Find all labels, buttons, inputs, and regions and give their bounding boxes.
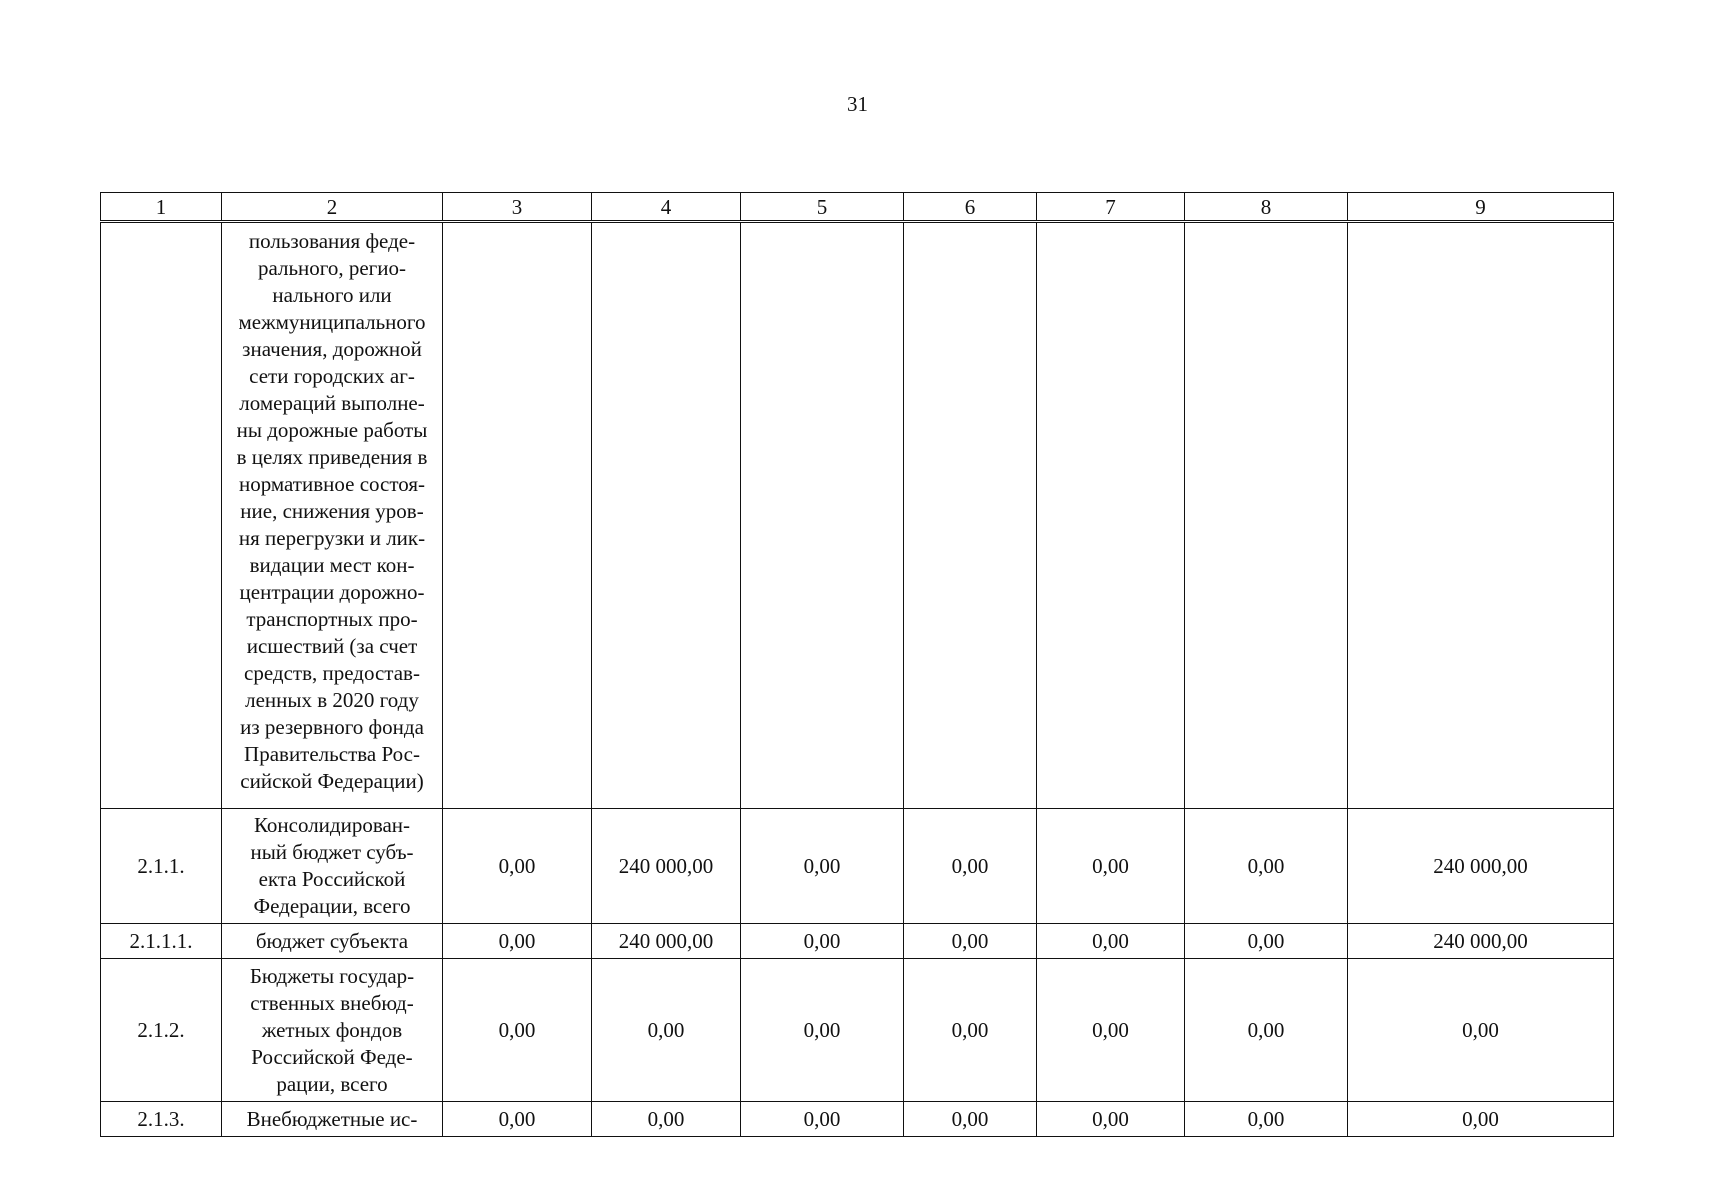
row-code: 2.1.2. xyxy=(101,959,222,1102)
row-code: 2.1.1.1. xyxy=(101,924,222,959)
value-cell: 0,00 xyxy=(741,1102,904,1137)
value-cell: 0,00 xyxy=(1185,1102,1348,1137)
column-header: 2 xyxy=(222,193,443,222)
value-cell: 0,00 xyxy=(1185,959,1348,1102)
value-cell: 240 000,00 xyxy=(1348,924,1614,959)
value-cell: 0,00 xyxy=(904,959,1037,1102)
row-label: Бюджеты государ- ственных внебюд- жетных фондов Российской Феде- рации, всего xyxy=(222,959,443,1102)
header-row xyxy=(101,193,1614,222)
table-row xyxy=(101,809,1614,924)
value-cell: 0,00 xyxy=(443,924,592,959)
value-cell: 0,00 xyxy=(904,1102,1037,1137)
page-number: 31 xyxy=(847,92,868,116)
table-cell xyxy=(741,222,904,809)
value-cell: 0,00 xyxy=(741,809,904,924)
column-header: 8 xyxy=(1185,193,1348,222)
row-code: 2.1.1. xyxy=(101,809,222,924)
value-cell: 0,00 xyxy=(592,959,741,1102)
row-label: Консолидирован- ный бюджет субъ- екта Российской Федерации, всего xyxy=(222,809,443,924)
row-label: Внебюджетные ис- xyxy=(222,1102,443,1137)
value-cell: 0,00 xyxy=(1037,959,1185,1102)
value-cell: 240 000,00 xyxy=(592,809,741,924)
table-cell xyxy=(904,222,1037,809)
row-code: 2.1.3. xyxy=(101,1102,222,1137)
table-cell xyxy=(443,222,592,809)
table-cell xyxy=(101,222,222,809)
column-header: 4 xyxy=(592,193,741,222)
value-cell: 0,00 xyxy=(443,1102,592,1137)
continuation-description-text: пользования феде- рального, регио- нального или межмуниципального значения, дорожной сети городских аг- ломераций выполне- ны дорожные работы в целях приведения в нормативное состоя- ние, снижения уров- ня перегрузки и лик- видации мест кон- центрации дорожно- транспортных про- исшествий (за счет средств, предостав- ленных в 2020 году из резервного фонда Правительства Рос- сийской Федерации) xyxy=(236,229,428,793)
value-cell: 0,00 xyxy=(1348,959,1614,1102)
continuation-description-cell xyxy=(222,222,443,809)
table-row xyxy=(101,1102,1614,1137)
value-cell: 0,00 xyxy=(1037,924,1185,959)
value-cell: 0,00 xyxy=(741,959,904,1102)
value-cell: 0,00 xyxy=(443,959,592,1102)
value-cell: 0,00 xyxy=(741,924,904,959)
column-header: 1 xyxy=(101,193,222,222)
row-label: бюджет субъекта xyxy=(222,924,443,959)
table-cell xyxy=(1037,222,1185,809)
value-cell: 0,00 xyxy=(1185,924,1348,959)
table-row xyxy=(101,924,1614,959)
continuation-row xyxy=(101,222,1614,809)
value-cell: 0,00 xyxy=(592,1102,741,1137)
column-header: 6 xyxy=(904,193,1037,222)
column-header: 5 xyxy=(741,193,904,222)
value-cell: 0,00 xyxy=(1037,1102,1185,1137)
value-cell: 240 000,00 xyxy=(1348,809,1614,924)
table-cell xyxy=(1348,222,1614,809)
column-header: 9 xyxy=(1348,193,1614,222)
table-cell xyxy=(592,222,741,809)
value-cell: 0,00 xyxy=(904,924,1037,959)
value-cell: 0,00 xyxy=(1348,1102,1614,1137)
value-cell: 0,00 xyxy=(443,809,592,924)
table-row xyxy=(101,959,1614,1102)
table-cell xyxy=(1185,222,1348,809)
value-cell: 0,00 xyxy=(1037,809,1185,924)
value-cell: 0,00 xyxy=(1185,809,1348,924)
budget-table xyxy=(100,192,1614,1137)
column-header: 7 xyxy=(1037,193,1185,222)
value-cell: 0,00 xyxy=(904,809,1037,924)
value-cell: 240 000,00 xyxy=(592,924,741,959)
column-header: 3 xyxy=(443,193,592,222)
